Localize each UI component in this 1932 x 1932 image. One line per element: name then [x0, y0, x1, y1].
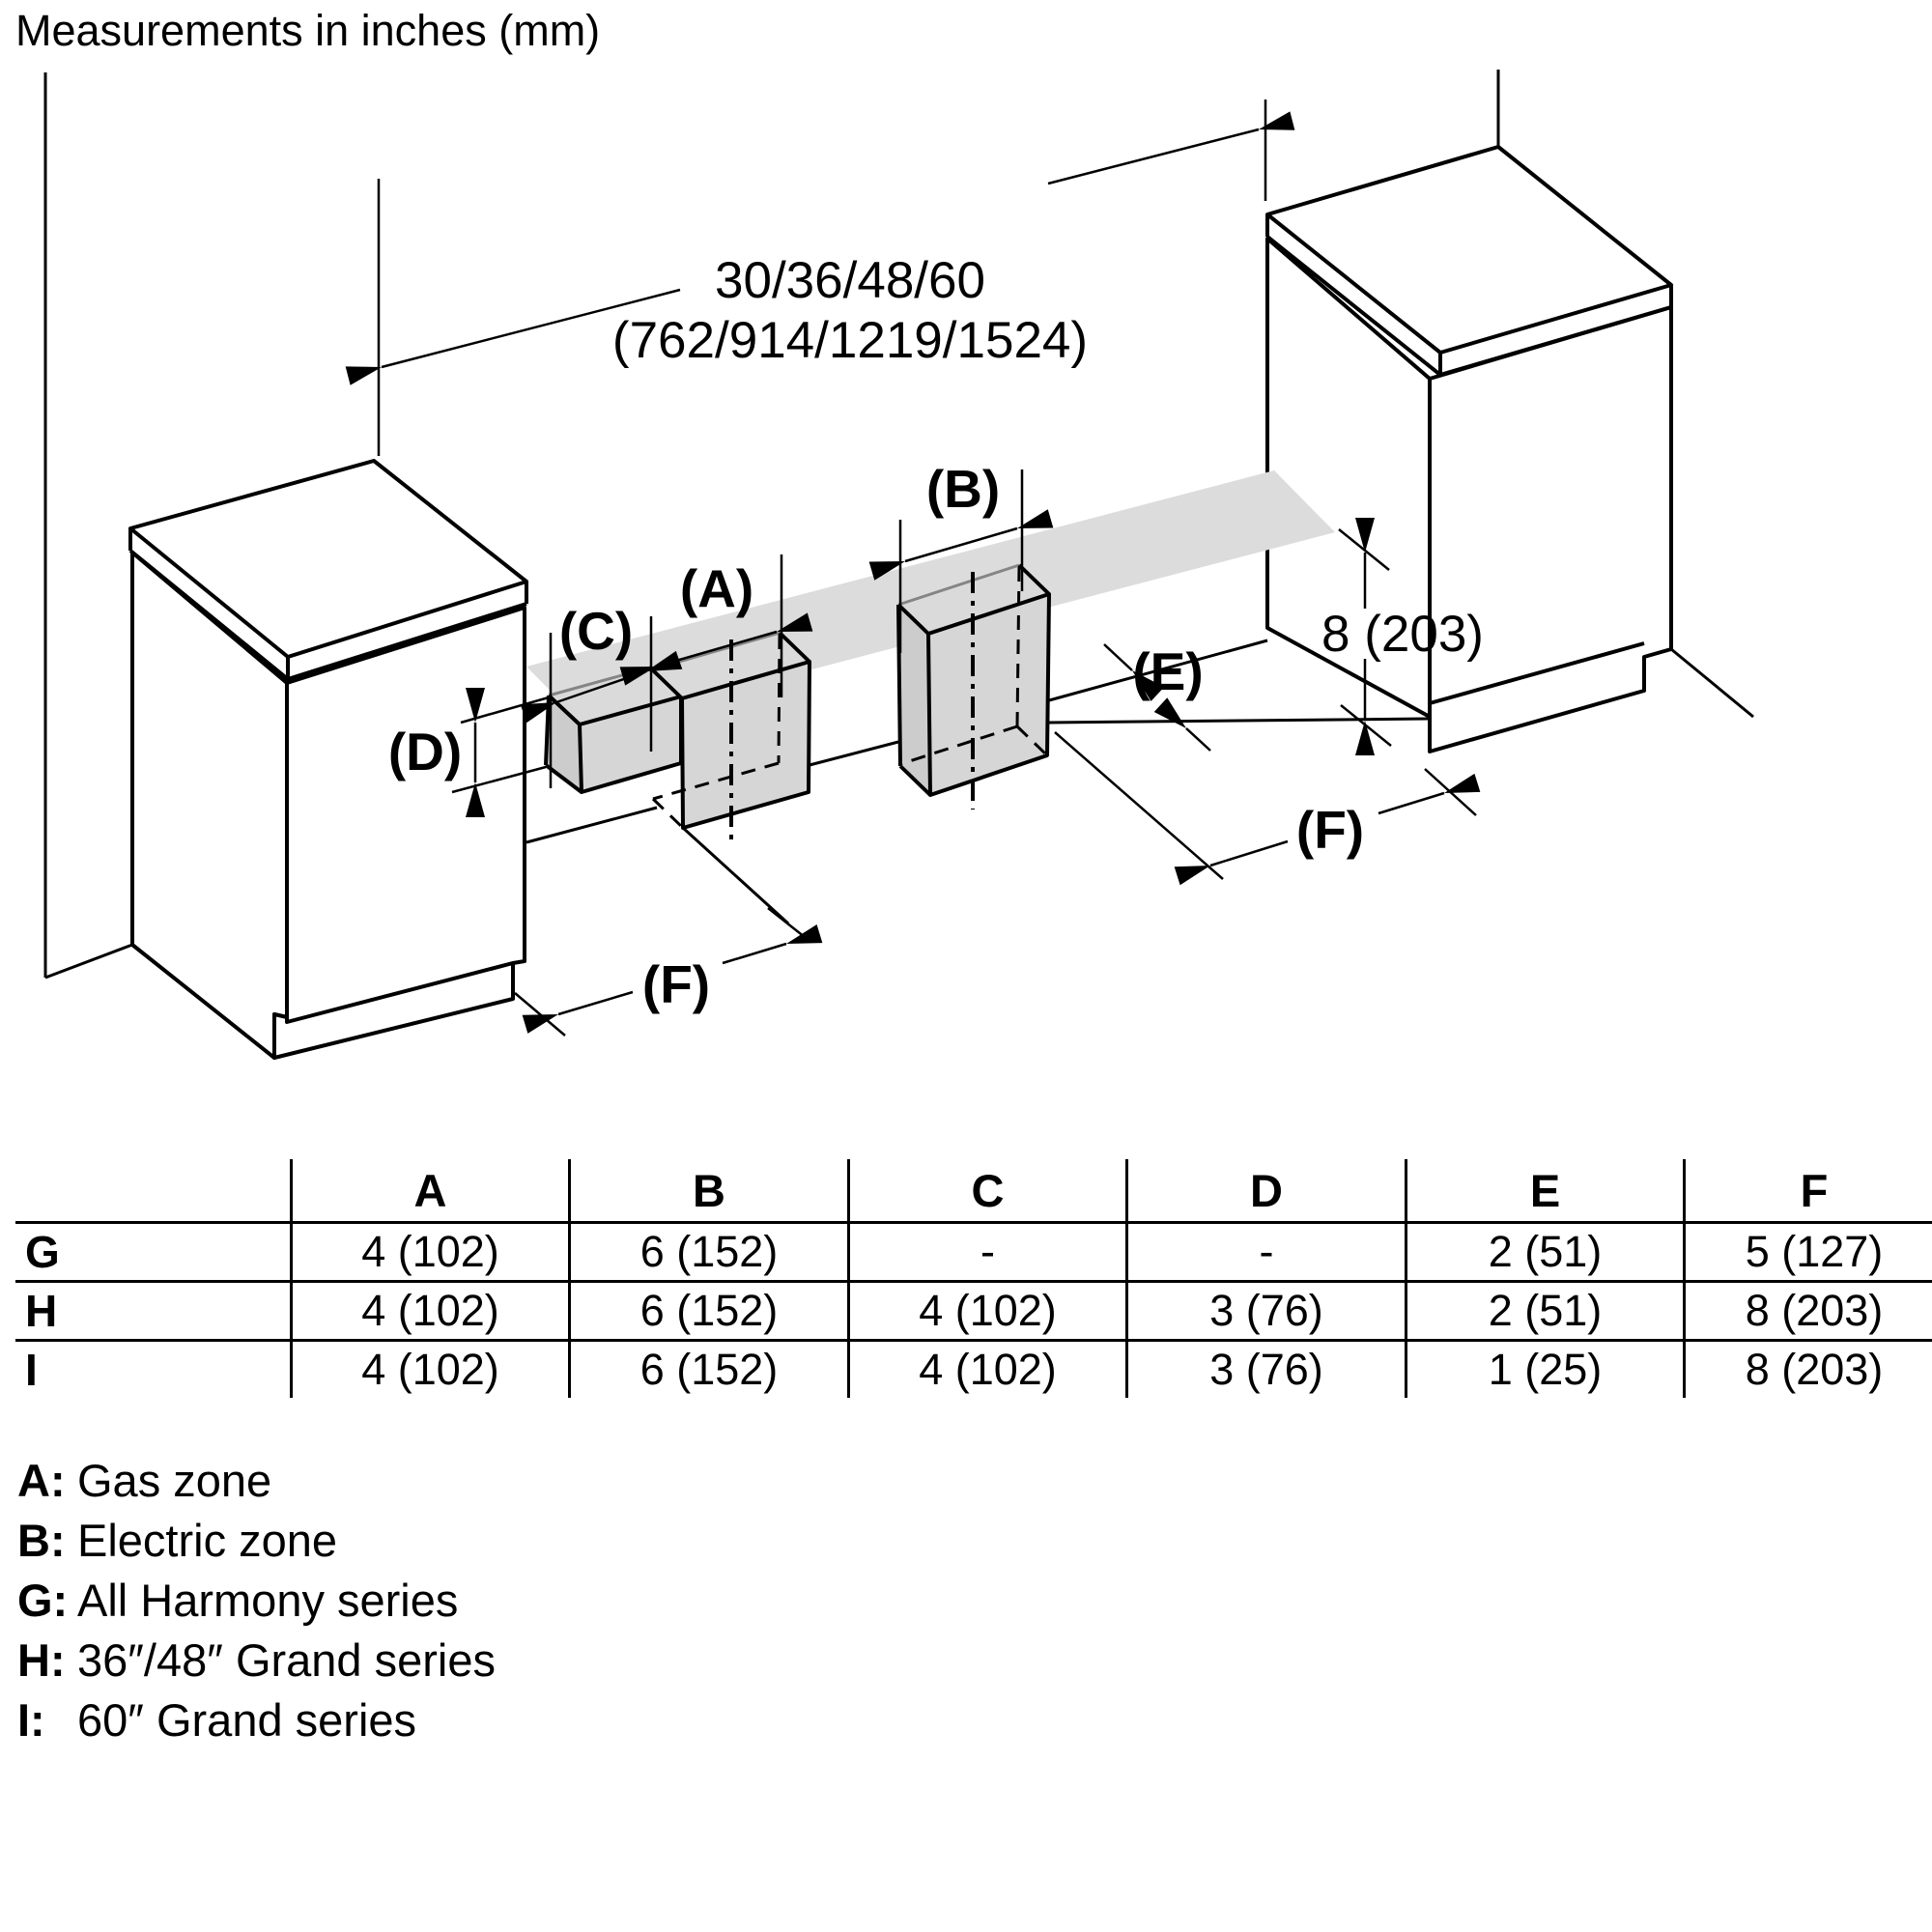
- f-bottom-dim-left: [558, 992, 633, 1014]
- table-col-header-d: D: [1127, 1159, 1406, 1223]
- table-cell: 4 (102): [849, 1341, 1127, 1399]
- d-label: (D): [387, 722, 463, 781]
- electric-zone-box: [898, 565, 1049, 810]
- dimension-overall-width: [379, 99, 1265, 456]
- table-cell: 3 (76): [1127, 1341, 1406, 1399]
- table-cell: 8 (203): [1685, 1341, 1932, 1399]
- table-col-header-a: A: [292, 1159, 570, 1223]
- f-bottom-extension-line: [683, 828, 788, 923]
- table-row-label: I: [25, 1345, 38, 1395]
- legend-item-h: [17, 1631, 496, 1690]
- table-cell: 4 (102): [292, 1223, 570, 1282]
- e-arrow-lower: [1186, 728, 1210, 751]
- table-row-i: [15, 1341, 1932, 1399]
- dimension-f-right: [1055, 732, 1476, 879]
- table-cell: 2 (51): [1406, 1223, 1685, 1282]
- left-cabinet: [130, 461, 526, 1058]
- table-row-label: G: [15, 1223, 292, 1282]
- legend-item-b: [17, 1511, 496, 1571]
- table-col-header-f: F: [1685, 1159, 1932, 1223]
- legend-key: B:: [17, 1515, 66, 1566]
- e-arrow-upper: [1104, 644, 1132, 670]
- f-bottom-label: (F): [641, 954, 711, 1014]
- f-right-dim-right: [1378, 793, 1444, 813]
- table-cell: 8 (203): [1685, 1282, 1932, 1341]
- table-cell: 3 (76): [1127, 1282, 1406, 1341]
- table-col-header-c: C: [849, 1159, 1127, 1223]
- clearance-table: [15, 1159, 1932, 1398]
- f-right-ext-lines: [1055, 732, 1476, 879]
- legend-text: All Harmony series: [77, 1575, 459, 1626]
- table-col-header-b: B: [570, 1159, 849, 1223]
- table-corner-cell: [15, 1159, 292, 1223]
- floor-wall-edge-left: [45, 945, 132, 978]
- zone-front-base-line: [1049, 719, 1428, 723]
- f-right-dim-left: [1210, 841, 1288, 866]
- table-cell: 4 (102): [292, 1341, 570, 1399]
- table-header-row: [15, 1159, 1932, 1223]
- table-cell: 1 (25): [1406, 1341, 1685, 1399]
- legend-text: Electric zone: [77, 1515, 338, 1566]
- table-cell: 4 (102): [849, 1282, 1127, 1341]
- table-cell: 2 (51): [1406, 1282, 1685, 1341]
- dimension-e: [1104, 641, 1210, 751]
- width-dim-value-mm: (762/914/1219/1524): [611, 312, 1089, 369]
- legend-text: 60″ Grand series: [77, 1694, 417, 1746]
- table-cell: -: [1127, 1223, 1406, 1282]
- table-cell: 6 (152): [570, 1223, 849, 1282]
- legend-key: H:: [17, 1634, 66, 1686]
- table-cell: 5 (127): [1685, 1223, 1932, 1282]
- f-right-label: (F): [1295, 800, 1365, 860]
- dimension-f-bottom: [515, 908, 810, 1036]
- table-cell: 6 (152): [570, 1282, 849, 1341]
- legend-item-i: [17, 1690, 496, 1750]
- height-dim-value: 8 (203): [1321, 606, 1484, 663]
- table-cell: 6 (152): [570, 1341, 849, 1399]
- legend-text: Gas zone: [77, 1455, 272, 1506]
- table-cell: -: [849, 1223, 1127, 1282]
- b-label: (B): [925, 459, 1001, 519]
- floor-edge-right: [1671, 649, 1753, 717]
- page-title: Measurements in inches (mm): [15, 6, 601, 55]
- width-dim-line-right: [1048, 129, 1259, 184]
- table-col-header-e: E: [1406, 1159, 1685, 1223]
- table-cell: 4 (102): [292, 1282, 570, 1341]
- legend-key: I:: [17, 1694, 45, 1746]
- legend-key: A:: [17, 1455, 66, 1506]
- legend: [17, 1451, 496, 1750]
- f-bottom-dim-right: [723, 944, 786, 963]
- table-row-label: H: [15, 1282, 292, 1341]
- table-row-g: [15, 1223, 1932, 1282]
- legend-key: G:: [17, 1575, 69, 1626]
- a-label: (A): [679, 558, 754, 618]
- legend-item-a: [17, 1451, 496, 1511]
- table-row-h: [15, 1282, 1932, 1341]
- right-cabinet-front-face: [1430, 307, 1671, 752]
- legend-text: 36″/48″ Grand series: [77, 1634, 497, 1686]
- e-label: (E): [1132, 641, 1204, 701]
- c-label: (C): [558, 601, 634, 661]
- width-dim-value: 30/36/48/60: [715, 252, 985, 309]
- legend-item-g: [17, 1571, 496, 1631]
